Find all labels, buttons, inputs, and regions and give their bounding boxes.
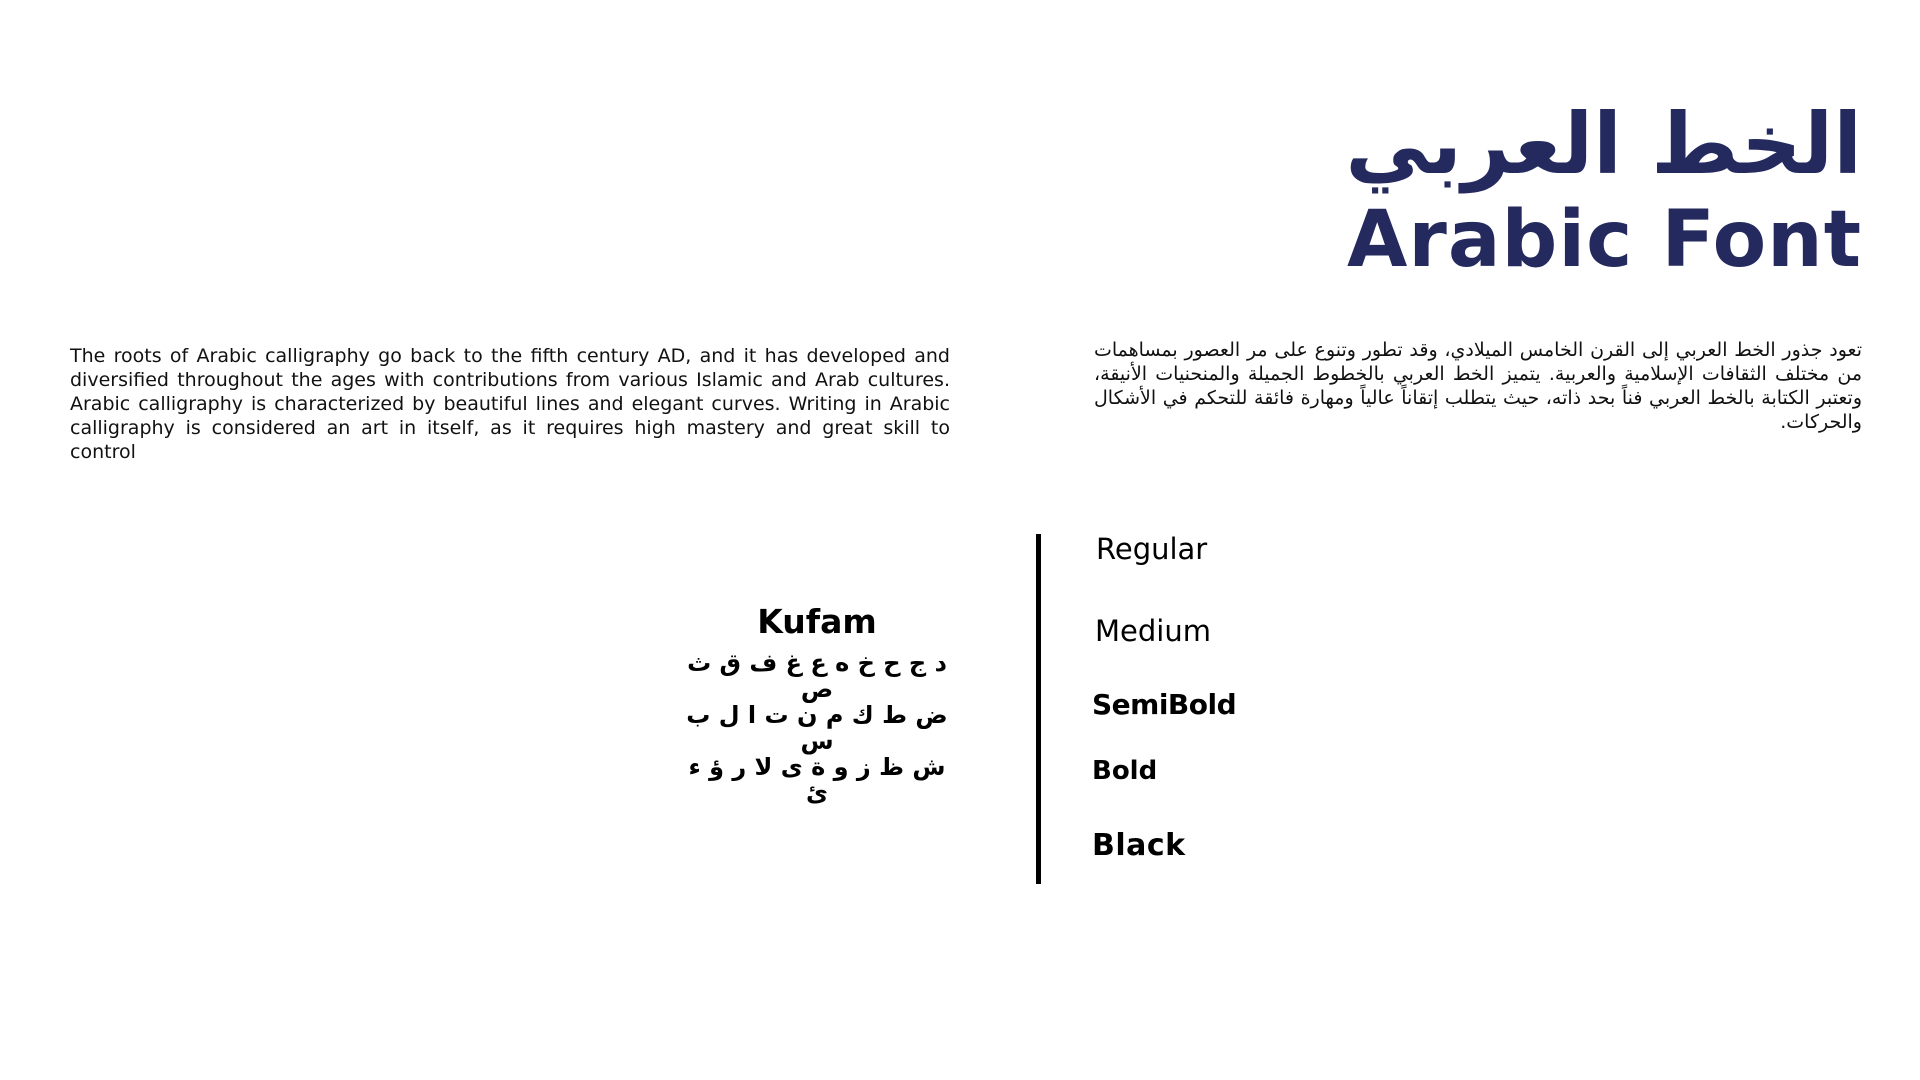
glyph-line: ض ط ك م ن ت ا ل ب س xyxy=(686,701,948,755)
weight-regular: Regular xyxy=(1096,532,1208,566)
font-specimen xyxy=(682,600,952,806)
font-name: Kufam xyxy=(757,602,877,641)
weight-bold: Bold xyxy=(1092,756,1158,786)
weight-medium: Medium xyxy=(1095,614,1211,648)
glyph-line: ش ظ ز و ة ى لا ر ؤ ء ئ xyxy=(688,753,946,807)
weight-black: Black xyxy=(1092,828,1186,863)
vertical-divider xyxy=(1036,534,1041,884)
description-arabic: تعود جذور الخط العربي إلى القرن الخامس الميلادي، وقد تطور وتنوع على مر العصور بمساهمات من مختلف الثقافات الإسلامية والعربية. يتميز الخط العربي بالخطوط الجميلة والمنحنيات الأنيقة، وتعتبر الكتابة بالخط العربي فناً بحد ذاته، حيث يتطلب إتقاناً عالياً ومهارة فائقة للتحكم في الأشكال والحركات. xyxy=(1094,339,1862,433)
description-english: The roots of Arabic calligraphy go back to the fifth century AD, and it has developed and diversified throughout the ages with contributions from various Islamic and Arab cultures. Arabic calligraphy is characterized by beautiful lines and elegant curves. Writing in Arabic calligraphy is considered an art in itself, as it requires high mastery and great skill to control xyxy=(70,345,950,463)
title-block xyxy=(762,96,1862,288)
weight-semibold: SemiBold xyxy=(1092,688,1237,721)
title-english: Arabic Font xyxy=(1347,195,1862,285)
title-arabic: الخط العربي xyxy=(1345,95,1862,193)
glyph-line: د ج ح خ ه ع غ ف ق ث ص xyxy=(687,649,947,703)
